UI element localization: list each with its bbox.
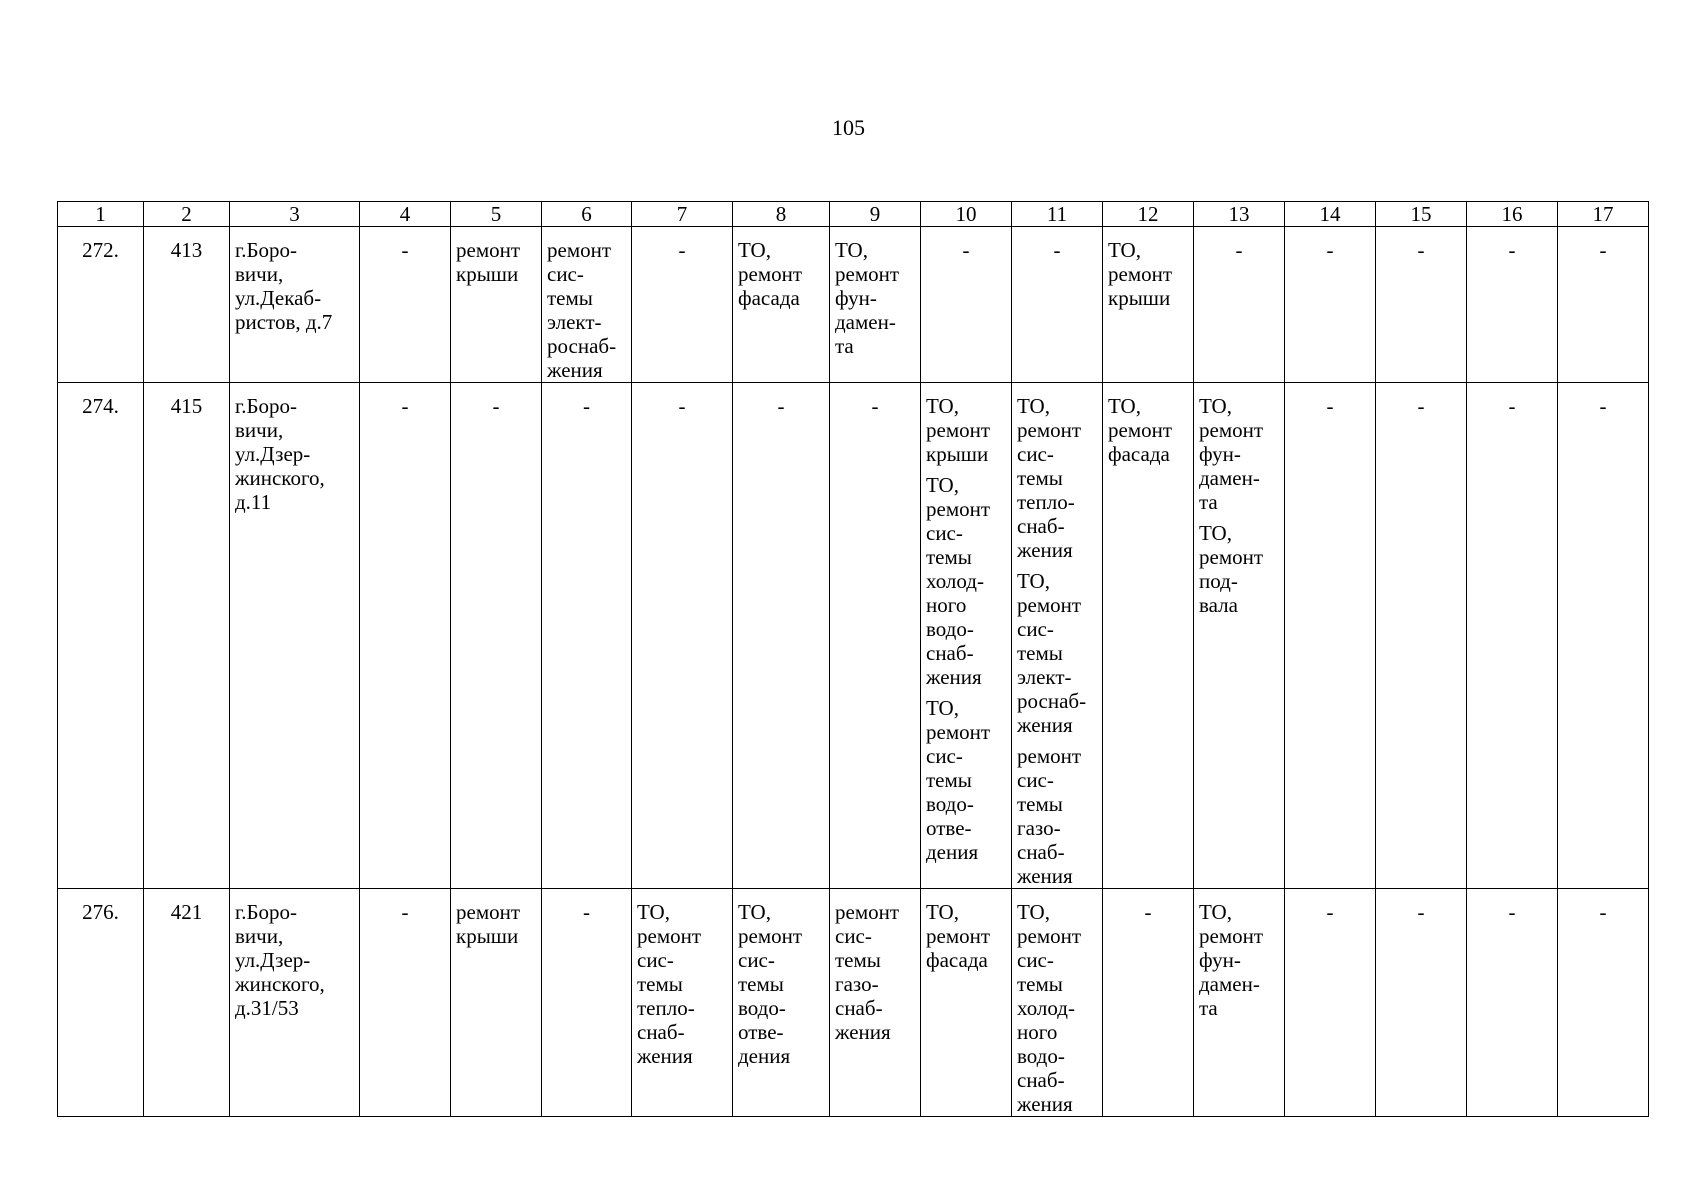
cell-text-line: тепло- [1017,490,1075,514]
cell-text-block [1108,394,1190,466]
cell-text-line: ремонт [926,720,991,744]
table-cell: - [1467,383,1558,889]
cell-text-line: ул.Декаб- [235,286,322,310]
cell-text-line: ремонт [1017,924,1082,948]
cell-text-line: ремонт [835,262,900,286]
cell-text-line: снаб- [1017,1068,1065,1092]
column-number-5: 5 [451,202,542,227]
table-cell [230,383,360,889]
cell-text-block [1199,900,1281,1020]
cell-text-line: ремонт [926,924,991,948]
cell-text-line: г.Боро- [235,394,298,418]
cell-text-line: ул.Дзер- [235,948,311,972]
table-cell: - [1558,383,1649,889]
cell-text-line: ристов, д.7 [235,310,333,334]
cell-text-block [235,394,356,514]
cell-text-line: крыши [1108,286,1171,310]
cell-text-line: ТО, [926,696,959,720]
table-cell: 274. [58,383,144,889]
cell-text-line: ТО, [1199,900,1232,924]
table-cell [451,889,542,1117]
column-number-1: 1 [58,202,144,227]
cell-text-line: ремонт [738,262,803,286]
cell-text-line: темы [637,972,683,996]
cell-text-line: жения [547,358,603,382]
cell-text-line: ремонт [835,900,900,924]
cell-text-line: сис- [637,948,674,972]
column-number-15: 15 [1376,202,1467,227]
cell-text-line: под- [1199,569,1238,593]
table-cell [1194,383,1285,889]
cell-text-line: темы [1017,792,1063,816]
table-cell: - [1194,227,1285,383]
table-cell: - [1467,227,1558,383]
cell-text-line: дения [738,1044,791,1068]
table-cell: - [1285,383,1376,889]
cell-text-line: ТО, [926,900,959,924]
cell-text-line: ТО, [1199,521,1232,545]
cell-text-line: ремонт [926,497,991,521]
cell-text-block [1199,394,1281,514]
table-cell: 272. [58,227,144,383]
cell-text-line: жинского, [235,466,325,490]
table-cell [1103,383,1194,889]
cell-text-line: ного [1017,1020,1058,1044]
cell-text-line: сис- [926,744,963,768]
cell-text-line: г.Боро- [235,238,298,262]
cell-text-line: крыши [926,442,989,466]
column-number-11: 11 [1012,202,1103,227]
cell-text-block [926,473,1008,689]
table-cell: - [830,383,921,889]
cell-text-line: фасада [926,948,988,972]
cell-text-line: сис- [835,924,872,948]
cell-text-line: отве- [926,816,972,840]
cell-text-block [1017,569,1099,737]
cell-text-line: ремонт [1199,418,1264,442]
cell-text-line: снаб- [1017,840,1065,864]
cell-text-line: сис- [1017,768,1054,792]
table-cell [830,889,921,1117]
cell-text-line: газо- [1017,816,1061,840]
column-number-7: 7 [632,202,733,227]
cell-text-block [738,238,826,310]
column-number-17: 17 [1558,202,1649,227]
cell-text-line: жения [926,665,982,689]
table-row [58,227,1649,383]
cell-text-block [1017,394,1099,562]
cell-text-block [738,900,826,1068]
cell-text-line: роснаб- [547,334,617,358]
cell-text-block [547,238,628,382]
table-cell: 413 [144,227,230,383]
work-schedule-table [57,201,1649,1117]
cell-text-line: дения [926,840,979,864]
column-number-4: 4 [360,202,451,227]
cell-text-line: фун- [835,286,877,310]
cell-text-line: ремонт [1017,744,1082,768]
cell-text-line: ТО, [1017,900,1050,924]
cell-text-line: та [835,334,854,358]
table-row [58,383,1649,889]
cell-text-block [835,900,917,1044]
table-cell: - [1558,227,1649,383]
cell-text-line: холод- [926,569,984,593]
cell-text-line: вичи, [235,924,284,948]
table-cell: - [542,383,632,889]
table-cell: - [451,383,542,889]
cell-text-line: ремонт [456,238,521,262]
cell-text-line: темы [926,768,972,792]
cell-text-line: ТО, [1108,394,1141,418]
cell-text-line: темы [1017,466,1063,490]
table-cell [733,889,830,1117]
cell-text-line: фун- [1199,442,1241,466]
cell-text-line: фун- [1199,948,1241,972]
table-cell: - [921,227,1012,383]
cell-text-line: ремонт [1108,262,1173,286]
cell-text-line: сис- [1017,948,1054,972]
cell-text-line: ТО, [738,238,771,262]
table-cell: - [1012,227,1103,383]
table-cell: - [360,227,451,383]
cell-text-line: д.31/53 [235,996,299,1020]
table-cell [542,227,632,383]
cell-text-block [1108,238,1190,310]
table-cell [1012,889,1103,1117]
cell-text-line: ТО, [738,900,771,924]
cell-text-line: д.11 [235,490,272,514]
cell-text-block [1017,900,1099,1116]
cell-text-line: жения [1017,538,1073,562]
cell-text-line: жения [835,1020,891,1044]
cell-text-line: вичи, [235,262,284,286]
column-number-8: 8 [733,202,830,227]
cell-text-line: жения [1017,713,1073,737]
table-cell: 415 [144,383,230,889]
cell-text-block [926,696,1008,864]
page-number: 105 [832,115,865,140]
cell-text-line: водо- [1017,1044,1065,1068]
table-cell [451,227,542,383]
cell-text-line: крыши [456,924,519,948]
cell-text-line: водо- [926,617,974,641]
cell-text-line: ТО, [1017,394,1050,418]
cell-text-line: дамен- [835,310,896,334]
cell-text-block [235,900,356,1020]
table-cell [1103,227,1194,383]
cell-text-line: ТО, [1108,238,1141,262]
column-number-9: 9 [830,202,921,227]
table-cell: - [542,889,632,1117]
cell-text-line: ного [926,593,967,617]
cell-text-block [235,238,356,334]
table-cell: - [1376,383,1467,889]
column-number-row [58,202,1649,227]
table-cell [230,227,360,383]
cell-text-line: ремонт [1017,593,1082,617]
cell-text-line: темы [835,948,881,972]
cell-text-line: жения [637,1044,693,1068]
cell-text-line: темы [1017,641,1063,665]
cell-text-line: отве- [738,1020,784,1044]
column-number-3: 3 [230,202,360,227]
cell-text-line: водо- [738,996,786,1020]
column-number-12: 12 [1103,202,1194,227]
cell-text-line: темы [738,972,784,996]
cell-text-line: ремонт [1108,418,1173,442]
column-number-16: 16 [1467,202,1558,227]
cell-text-block [456,900,538,948]
cell-text-line: ТО, [926,473,959,497]
table-cell: - [1376,889,1467,1117]
table-cell [1012,383,1103,889]
cell-text-line: ремонт [1017,418,1082,442]
cell-text-line: ремонт [738,924,803,948]
table-cell: - [360,889,451,1117]
cell-text-line: сис- [547,262,584,286]
table-cell [1194,889,1285,1117]
cell-text-line: г.Боро- [235,900,298,924]
cell-text-block [835,238,917,358]
cell-text-line: снаб- [1017,514,1065,538]
table-cell [230,889,360,1117]
cell-text-line: элект- [1017,665,1072,689]
cell-text-line: роснаб- [1017,689,1087,713]
table-cell: - [360,383,451,889]
cell-text-block [456,238,538,286]
table-cell [632,889,733,1117]
table-row [58,889,1649,1117]
cell-text-line: холод- [1017,996,1075,1020]
table-cell: 421 [144,889,230,1117]
table-cell: - [1103,889,1194,1117]
column-number-13: 13 [1194,202,1285,227]
cell-text-line: крыши [456,262,519,286]
cell-text-line: ТО, [637,900,670,924]
cell-text-line: ремонт [926,418,991,442]
table-cell: - [1558,889,1649,1117]
cell-text-line: водо- [926,792,974,816]
cell-text-line: ТО, [1017,569,1050,593]
table-cell [830,227,921,383]
cell-text-block [926,394,1008,466]
cell-text-line: ремонт [1199,545,1264,569]
cell-text-line: та [1199,996,1218,1020]
cell-text-line: фасада [1108,442,1170,466]
cell-text-line: темы [1017,972,1063,996]
cell-text-line: вичи, [235,418,284,442]
table-cell [921,383,1012,889]
cell-text-line: сис- [1017,617,1054,641]
cell-text-line: снаб- [835,996,883,1020]
cell-text-line: снаб- [926,641,974,665]
cell-text-line: жинского, [235,972,325,996]
cell-text-line: дамен- [1199,466,1260,490]
cell-text-line: ТО, [926,394,959,418]
cell-text-line: снаб- [637,1020,685,1044]
cell-text-block [637,900,729,1068]
column-number-6: 6 [542,202,632,227]
cell-text-line: ул.Дзер- [235,442,311,466]
cell-text-line: ремонт [547,238,612,262]
cell-text-line: темы [547,286,593,310]
table-cell: 276. [58,889,144,1117]
cell-text-line: тепло- [637,996,695,1020]
cell-text-line: сис- [926,521,963,545]
cell-text-line: элект- [547,310,602,334]
cell-text-line: ремонт [637,924,702,948]
cell-text-line: ТО, [835,238,868,262]
column-number-2: 2 [144,202,230,227]
column-number-10: 10 [921,202,1012,227]
table-cell: - [632,227,733,383]
cell-text-line: дамен- [1199,972,1260,996]
cell-text-line: газо- [835,972,879,996]
table-cell [733,227,830,383]
cell-text-line: ремонт [456,900,521,924]
cell-text-line: сис- [738,948,775,972]
cell-text-block [1199,521,1281,617]
cell-text-line: темы [926,545,972,569]
cell-text-line: вала [1199,593,1238,617]
cell-text-line: фасада [738,286,800,310]
cell-text-block [1017,744,1099,888]
table-cell: - [1285,889,1376,1117]
cell-text-block [926,900,1008,972]
table-cell: - [733,383,830,889]
table-cell: - [1376,227,1467,383]
cell-text-line: та [1199,490,1218,514]
cell-text-line: жения [1017,864,1073,888]
table-cell [921,889,1012,1117]
cell-text-line: сис- [1017,442,1054,466]
table-cell: - [1285,227,1376,383]
table-cell: - [632,383,733,889]
column-number-14: 14 [1285,202,1376,227]
cell-text-line: ремонт [1199,924,1264,948]
cell-text-line: ТО, [1199,394,1232,418]
cell-text-line: жения [1017,1092,1073,1116]
table-cell: - [1467,889,1558,1117]
